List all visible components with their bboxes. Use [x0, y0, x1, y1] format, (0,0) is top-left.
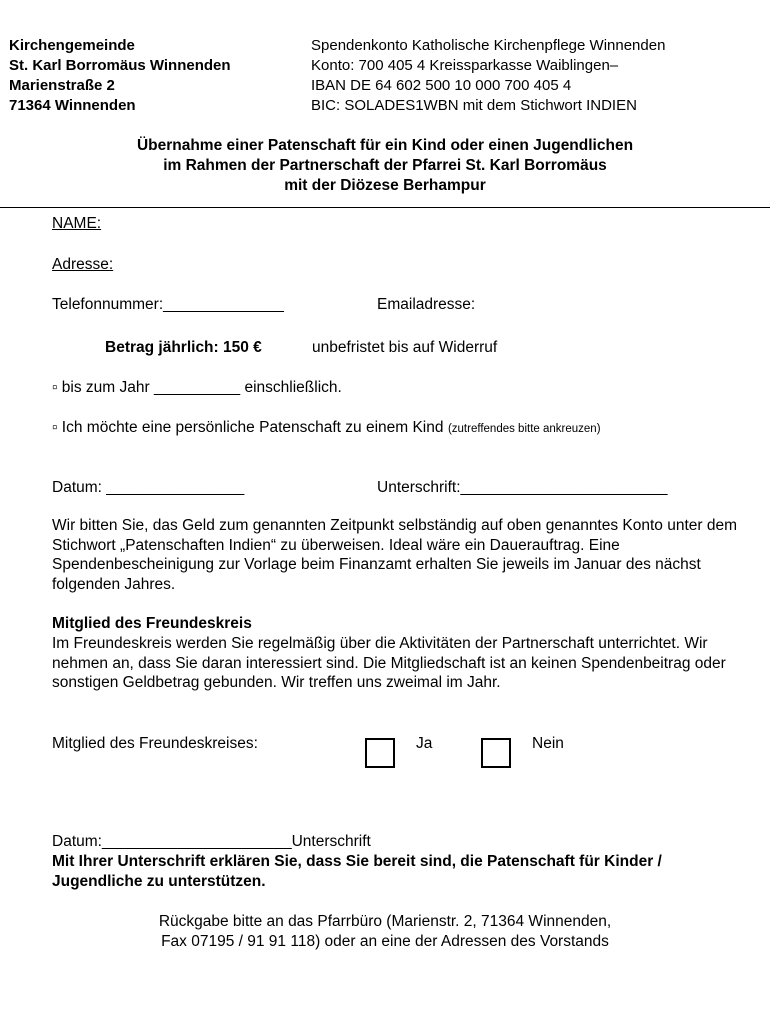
bank-line-2: Konto: 700 405 4 Kreissparkasse Waiblingen–	[311, 57, 619, 74]
date-signature-field-2[interactable]: Datum:______________________Unterschrift	[52, 833, 371, 850]
divider-line	[0, 207, 770, 208]
friends-heading: Mitglied des Freundeskreis	[52, 615, 252, 632]
sender-line-4: 71364 Winnenden	[9, 97, 136, 114]
transfer-instructions: Wir bitten Sie, das Geld zum genannten Zeitpunkt selbständig auf oben genanntes Konto unter dem Stichwort „Patenschaften Indien“ zu überweisen. Ideal wäre ein Dauerauftrag. Eine Spendenbescheinigung zur Vorlage beim Finanzamt erhalten Sie jeweils im Januar des nächst folgenden Jahres.	[52, 517, 738, 593]
personal-sponsorship-note: (zutreffendes bitte ankreuzen)	[447, 423, 601, 435]
address-field[interactable]: Adresse:	[52, 256, 114, 273]
sender-line-1: Kirchengemeinde	[9, 37, 135, 54]
return-line-2: Fax 07195 / 91 91 118) oder an eine der Adressen des Vorstands	[161, 933, 609, 950]
personal-sponsorship-option[interactable]	[52, 419, 601, 437]
bank-line-3: IBAN DE 64 602 500 10 000 700 405 4	[311, 77, 572, 94]
until-year-option[interactable]: ▫ bis zum Jahr __________ einschließlich.	[52, 379, 342, 396]
sender-line-3: Marienstraße 2	[9, 77, 115, 94]
title-line-3: mit der Diözese Berhampur	[284, 177, 486, 194]
yes-label: Ja	[416, 735, 433, 752]
bank-line-1: Spendenkonto Katholische Kirchenpflege Winnenden	[311, 37, 666, 54]
document-title	[0, 136, 770, 196]
sender-address	[9, 36, 231, 116]
date-field-1[interactable]: Datum: ________________	[52, 479, 245, 496]
sender-line-2: St. Karl Borromäus Winnenden	[9, 57, 231, 74]
return-line-1: Rückgabe bitte an das Pfarrbüro (Marienstr. 2, 71364 Winnenden,	[158, 913, 612, 930]
phone-field[interactable]: Telefonnummer:______________	[52, 296, 284, 313]
amount-label: Betrag jährlich: 150 €	[105, 339, 262, 356]
friends-member-label: Mitglied des Freundeskreises:	[52, 735, 258, 752]
no-checkbox[interactable]	[481, 738, 511, 768]
yes-checkbox[interactable]	[365, 738, 395, 768]
signature-confirmation: Mit Ihrer Unterschrift erklären Sie, dass Sie bereit sind, die Patenschaft für Kinder / Jugendliche zu unterstützen.	[52, 853, 662, 890]
title-line-2: im Rahmen der Partnerschaft der Pfarrei St. Karl Borromäus	[163, 157, 607, 174]
bank-details	[311, 36, 665, 116]
bank-line-4: BIC: SOLADES1WBN mit dem Stichwort INDIEN	[311, 97, 637, 114]
email-field[interactable]: Emailadresse:	[377, 296, 476, 313]
friends-text: Im Freundeskreis werden Sie regelmäßig über die Aktivitäten der Partnerschaft unterrichtet. Wir nehmen an, dass Sie daran interessiert sind. Die Mitgliedschaft ist an keinen Spendenbeitrag oder sonstigen Geldbetrag gebunden. Wir treffen uns zweimal im Jahr.	[52, 635, 726, 691]
personal-sponsorship-label: ▫ Ich möchte eine persönliche Patenschaft zu einem Kind	[52, 419, 444, 436]
no-label: Nein	[532, 735, 564, 752]
amount-note: unbefristet bis auf Widerruf	[312, 339, 498, 356]
title-line-1: Übernahme einer Patenschaft für ein Kind oder einen Jugendlichen	[136, 137, 634, 154]
name-field[interactable]: NAME:	[52, 215, 102, 232]
signature-field-1[interactable]: Unterschrift:________________________	[377, 479, 668, 496]
